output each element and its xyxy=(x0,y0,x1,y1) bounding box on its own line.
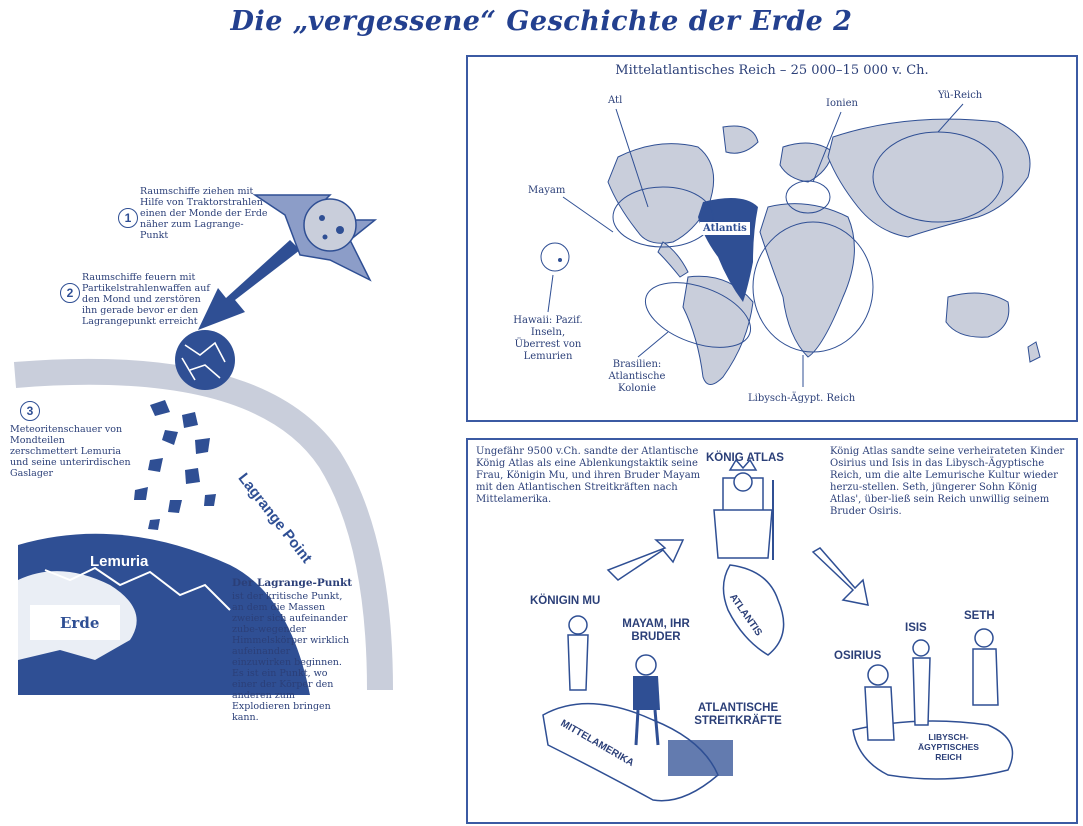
lagrange-explain-text: ist der kritische Punkt, an dem die Massen zweier sich aufeinander zube-wegender Himmelskörper wirklich aufeinander einzuwirken beginnen. Es ist ein Punkt, wo einer der Körper den anderen zum Explodieren bringen kann. xyxy=(232,591,350,723)
label-libysch-reich: LIBYSCH-ÄGYPTISCHES REICH xyxy=(918,732,979,762)
step-1-text: Raumschiffe ziehen mit Hilfe von Traktorstrahlen einen der Monde der Erde näher zum Lagrange-Punkt xyxy=(140,186,268,241)
label-isis: ISIS xyxy=(905,622,927,634)
lagrange-arc-label: Lagrange Point xyxy=(234,470,316,567)
map-label-libysch: Libysch-Ägypt. Reich xyxy=(748,393,856,404)
map-label-hawaii: Hawaii: Pazif. Inseln, Überrest von Lemurien xyxy=(513,315,583,362)
step-2-marker: 2 xyxy=(60,283,80,303)
map-label-atl: Atl xyxy=(608,95,623,106)
map-label-mayam: Mayam xyxy=(528,185,566,196)
label-mittelamerika: MITTELAMERIKA xyxy=(558,718,636,769)
label-seth: SETH xyxy=(964,610,995,622)
map-label-brasilien: Brasilien: Atlantische Kolonie xyxy=(608,359,666,394)
page-title: Die „vergessene“ Geschichte der Erde 2 xyxy=(230,6,853,37)
lemuria-label: Lemuria xyxy=(90,553,149,570)
label-mayam: MAYAM, IHR BRUDER xyxy=(622,618,690,643)
step-3-text: Meteoritenschauer von Mondteilen zerschmettert Lemuria und seine unterirdischen Gaslager xyxy=(10,424,131,479)
earth-label: Erde xyxy=(60,614,100,632)
map-panel xyxy=(466,55,1078,422)
map-label-atlantis: Atlantis xyxy=(700,222,750,235)
lagrange-illustration xyxy=(0,140,460,723)
label-koenig-atlas: KÖNIG ATLAS xyxy=(706,452,784,464)
label-osirius: OSIRIUS xyxy=(834,650,882,662)
lagrange-explain-title: Der Lagrange-Punkt xyxy=(232,577,353,589)
step-2-text: Raumschiffe feuern mit Partikelstrahlenwaffen auf den Mond und zerstören ihn gerade bevor er den Lagrangepunkt erreicht xyxy=(82,272,210,327)
story-text-left: Ungefähr 9500 v.Ch. sandte der Atlantische König Atlas als eine Ablenkungstaktik seine Frau, Königin Mu, und ihren Bruder Mayam mit den Atlantischen Streitkräften nach Mittelamerika. xyxy=(476,446,701,505)
story-text-right: König Atlas sandte seine verheirateten Kinder Osirius und Isis in das Libysch-Ägyptische Reich, um die alte Lemurische Kultur wieder herzu-stellen. Seth, jüngerer Sohn König Atlas', über-ließ sein Reich unwillig seinem Bruder Osiris. xyxy=(830,446,1065,517)
story-panel xyxy=(466,438,1078,824)
step-1-marker: 1 xyxy=(118,208,138,228)
world-map xyxy=(468,57,1076,420)
map-title: Mittelatlantisches Reich – 25 000–15 000 v. Ch. xyxy=(615,63,929,78)
map-label-ionien: Ionien xyxy=(826,98,858,109)
map-label-yu: Yü-Reich xyxy=(938,90,983,101)
label-atlantis-island: ATLANTIS xyxy=(726,592,764,639)
label-koenigin-mu: KÖNIGIN MU xyxy=(530,595,601,607)
step-3-marker: 3 xyxy=(20,401,40,421)
label-streitkraefte: ATLANTISCHE STREITKRÄFTE xyxy=(694,702,782,727)
story-drawing xyxy=(468,440,1076,822)
